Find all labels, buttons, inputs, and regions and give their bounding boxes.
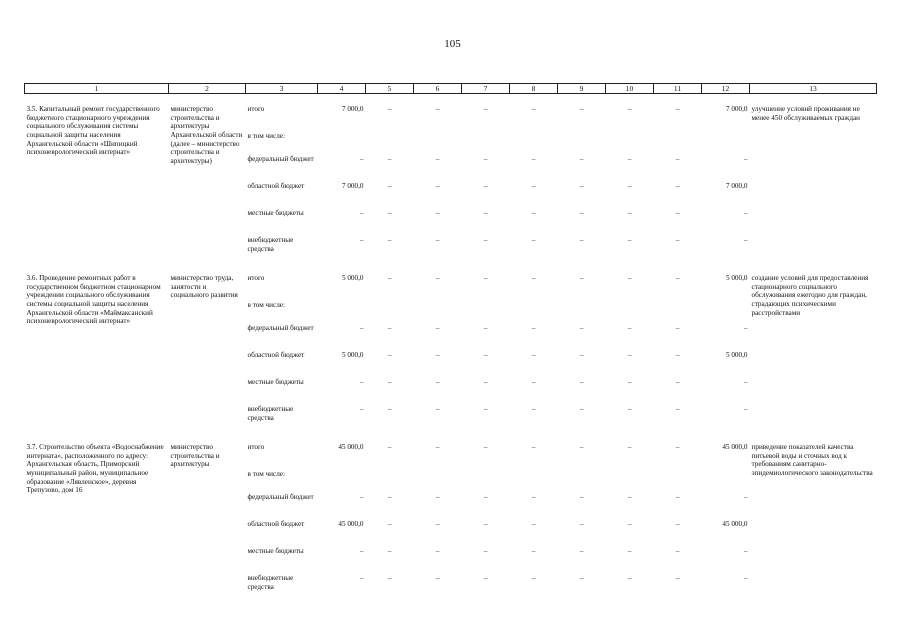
amount-cell: –	[743, 155, 748, 163]
amount-cell: –	[483, 236, 488, 244]
amount-cell: –	[675, 155, 680, 163]
funding-source-label: федеральный бюджет	[247, 493, 314, 501]
amount-cell: –	[483, 209, 488, 217]
amount-cell: –	[531, 274, 536, 282]
funding-source-label: федеральный бюджет	[247, 155, 314, 163]
amount-cell: –	[435, 105, 440, 113]
amount-cell: –	[531, 105, 536, 113]
amount-cell	[606, 470, 654, 493]
amount-cell: –	[435, 405, 440, 413]
amount-cell: –	[627, 236, 632, 244]
table-row	[25, 274, 877, 301]
amount-cell: –	[743, 405, 748, 413]
amount-cell: –	[359, 155, 364, 163]
amount-cell: –	[627, 105, 632, 113]
column-header: 6	[414, 84, 462, 94]
page-number: 105	[444, 38, 461, 50]
funding-source-label: федеральный бюджет	[247, 324, 314, 332]
funding-source-label: внебюджетные средства	[247, 405, 294, 422]
amount-cell: –	[435, 351, 440, 359]
amount-cell	[366, 301, 414, 324]
amount-cell: –	[579, 182, 584, 190]
amount-cell: –	[675, 209, 680, 217]
amount-cell: –	[675, 547, 680, 555]
amount-cell: –	[387, 493, 392, 501]
amount-cell: –	[387, 182, 392, 190]
table-row	[25, 443, 877, 470]
amount-cell: –	[387, 378, 392, 386]
amount-cell: –	[579, 378, 584, 386]
amount-cell: –	[579, 351, 584, 359]
amount-cell: –	[387, 274, 392, 282]
amount-cell: 5 000,0	[725, 351, 748, 359]
amount-cell	[366, 132, 414, 155]
row-spacer	[25, 263, 877, 274]
amount-cell	[702, 301, 750, 324]
amount-cell: –	[483, 443, 488, 451]
amount-cell: –	[435, 547, 440, 555]
amount-cell	[462, 132, 510, 155]
funding-source-label: областной бюджет	[247, 182, 305, 190]
amount-cell: –	[531, 574, 536, 582]
amount-cell	[414, 301, 462, 324]
amount-cell: –	[359, 493, 364, 501]
funding-source-label: областной бюджет	[247, 520, 305, 528]
column-header: 12	[702, 84, 750, 94]
amount-cell: –	[483, 574, 488, 582]
amount-cell	[414, 470, 462, 493]
amount-cell: –	[743, 209, 748, 217]
amount-cell: –	[531, 324, 536, 332]
column-header: 11	[654, 84, 702, 94]
funding-source-label: областной бюджет	[247, 351, 305, 359]
amount-cell: –	[579, 236, 584, 244]
amount-cell: 7 000,0	[341, 105, 364, 113]
amount-cell: –	[675, 182, 680, 190]
amount-cell: –	[675, 378, 680, 386]
amount-cell: –	[531, 155, 536, 163]
amount-cell: –	[483, 405, 488, 413]
amount-cell: –	[387, 351, 392, 359]
amount-cell: 5 000,0	[725, 274, 748, 282]
amount-cell	[654, 132, 702, 155]
amount-cell: –	[627, 493, 632, 501]
amount-cell: –	[579, 209, 584, 217]
amount-cell: –	[579, 443, 584, 451]
amount-cell: 45 000,0	[722, 520, 748, 528]
amount-cell: –	[675, 105, 680, 113]
amount-cell: –	[579, 155, 584, 163]
column-header: 4	[318, 84, 366, 94]
amount-cell	[558, 470, 606, 493]
amount-cell	[606, 301, 654, 324]
amount-cell	[558, 301, 606, 324]
amount-cell: –	[435, 274, 440, 282]
amount-cell: –	[627, 155, 632, 163]
amount-cell: –	[435, 493, 440, 501]
amount-cell	[654, 470, 702, 493]
amount-cell: –	[387, 209, 392, 217]
amount-cell: 7 000,0	[341, 182, 364, 190]
amount-cell: –	[435, 182, 440, 190]
amount-cell	[702, 470, 750, 493]
amount-cell: –	[627, 274, 632, 282]
amount-cell: –	[531, 182, 536, 190]
amount-cell: –	[359, 547, 364, 555]
funding-source-label: в том числе:	[247, 301, 285, 309]
amount-cell: –	[435, 574, 440, 582]
amount-cell: –	[675, 405, 680, 413]
column-header: 5	[366, 84, 414, 94]
funding-source-label: внебюджетные средства	[247, 574, 294, 591]
amount-cell: –	[627, 182, 632, 190]
amount-cell: –	[483, 520, 488, 528]
amount-cell	[510, 132, 558, 155]
amount-cell: –	[531, 405, 536, 413]
amount-cell: –	[579, 405, 584, 413]
amount-cell: –	[531, 547, 536, 555]
funding-source-label: в том числе:	[247, 470, 285, 478]
amount-cell: –	[483, 493, 488, 501]
expected-result: создание условий для предоставления стационарного социального обслуживания ежегодно для граждан, страдающих психическими расстройствами	[751, 274, 869, 317]
amount-cell: –	[627, 351, 632, 359]
amount-cell: –	[675, 493, 680, 501]
amount-cell: –	[579, 547, 584, 555]
amount-cell: –	[359, 209, 364, 217]
amount-cell: 45 000,0	[338, 520, 364, 528]
amount-cell: –	[359, 324, 364, 332]
amount-cell: –	[435, 209, 440, 217]
column-header: 9	[558, 84, 606, 94]
amount-cell: 7 000,0	[725, 182, 748, 190]
amount-cell: –	[387, 574, 392, 582]
amount-cell: –	[579, 324, 584, 332]
amount-cell: –	[531, 209, 536, 217]
amount-cell: 45 000,0	[722, 443, 748, 451]
amount-cell: –	[743, 547, 748, 555]
amount-cell: –	[483, 324, 488, 332]
amount-cell: –	[435, 520, 440, 528]
amount-cell: –	[531, 378, 536, 386]
amount-cell: –	[483, 547, 488, 555]
amount-cell: –	[483, 274, 488, 282]
amount-cell	[318, 132, 366, 155]
amount-cell: 7 000,0	[725, 105, 748, 113]
amount-cell: –	[675, 351, 680, 359]
executor: министерство строительства и архитектуры	[170, 443, 220, 469]
amount-cell: –	[531, 443, 536, 451]
amount-cell: –	[435, 236, 440, 244]
amount-cell: –	[627, 378, 632, 386]
amount-cell: –	[359, 236, 364, 244]
amount-cell: –	[743, 574, 748, 582]
measure-title: 3.5. Капитальный ремонт государственного бюджетного стационарного учреждения социального обслуживания системы социальной защиты населения Архангельской области «Шипицкий психоневрологический интернат»	[26, 105, 160, 157]
amount-cell	[558, 132, 606, 155]
amount-cell: –	[387, 324, 392, 332]
funding-source-label: внебюджетные средства	[247, 236, 294, 253]
amount-cell: –	[675, 236, 680, 244]
amount-cell	[606, 132, 654, 155]
amount-cell	[654, 301, 702, 324]
amount-cell: –	[387, 405, 392, 413]
column-header: 1	[25, 84, 169, 94]
amount-cell: –	[435, 324, 440, 332]
amount-cell: –	[531, 520, 536, 528]
measure-title: 3.6. Проведение ремонтных работ в государственном бюджетном стационарном учреждении социального обслуживания системы социальной защиты населения Архангельской области «Маймаксанский психоневрологический интернат»	[26, 274, 161, 326]
amount-cell: –	[483, 378, 488, 386]
amount-cell: –	[743, 324, 748, 332]
amount-cell: –	[675, 443, 680, 451]
row-spacer	[25, 94, 877, 106]
amount-cell	[318, 301, 366, 324]
amount-cell: –	[483, 155, 488, 163]
amount-cell: –	[387, 443, 392, 451]
column-header: 2	[169, 84, 246, 94]
amount-cell: –	[579, 520, 584, 528]
executor: министерство строительства и архитектуры Архангельской области (далее – министерство строительства и архитектуры)	[170, 105, 243, 165]
column-header: 10	[606, 84, 654, 94]
amount-cell	[462, 470, 510, 493]
amount-cell: –	[743, 378, 748, 386]
amount-cell: –	[675, 324, 680, 332]
funding-source-label: итого	[247, 274, 265, 282]
amount-cell: –	[743, 236, 748, 244]
amount-cell: –	[359, 378, 364, 386]
amount-cell: –	[627, 520, 632, 528]
funding-source-label: итого	[247, 105, 265, 113]
amount-cell	[414, 132, 462, 155]
amount-cell: –	[435, 443, 440, 451]
amount-cell: 45 000,0	[338, 443, 364, 451]
amount-cell: –	[387, 547, 392, 555]
amount-cell	[510, 301, 558, 324]
amount-cell: –	[627, 209, 632, 217]
amount-cell	[366, 470, 414, 493]
amount-cell: –	[435, 155, 440, 163]
amount-cell: –	[627, 324, 632, 332]
table-row	[25, 105, 877, 132]
amount-cell: –	[483, 351, 488, 359]
column-header: 13	[750, 84, 877, 94]
amount-cell: 5 000,0	[341, 351, 364, 359]
amount-cell: –	[531, 236, 536, 244]
amount-cell: 5 000,0	[341, 274, 364, 282]
amount-cell: –	[627, 547, 632, 555]
amount-cell: –	[675, 520, 680, 528]
amount-cell: –	[579, 493, 584, 501]
amount-cell: –	[387, 155, 392, 163]
amount-cell: –	[387, 105, 392, 113]
column-header-row	[25, 84, 877, 94]
expected-result: улучшение условий проживания не менее 450 обслуживаемых граждан	[751, 105, 861, 122]
funding-source-label: местные бюджеты	[247, 547, 304, 555]
amount-cell: –	[531, 493, 536, 501]
amount-cell	[462, 301, 510, 324]
amount-cell: –	[579, 274, 584, 282]
amount-cell: –	[387, 520, 392, 528]
amount-cell	[318, 470, 366, 493]
measure-title: 3.7. Строительство объекта «Водоснабжение интерната», расположенного по адресу: Архангельская область, Приморский муниципальный район, муниципальное образование «Лявленское», деревня Трепузово, дом 16	[26, 443, 164, 495]
funding-source-label: итого	[247, 443, 265, 451]
amount-cell: –	[579, 105, 584, 113]
column-header: 8	[510, 84, 558, 94]
amount-cell	[702, 132, 750, 155]
program-table	[24, 83, 877, 601]
amount-cell: –	[387, 236, 392, 244]
amount-cell: –	[531, 351, 536, 359]
amount-cell: –	[359, 405, 364, 413]
amount-cell: –	[743, 493, 748, 501]
amount-cell: –	[579, 574, 584, 582]
amount-cell: –	[675, 574, 680, 582]
amount-cell: –	[675, 274, 680, 282]
row-spacer	[25, 432, 877, 443]
amount-cell	[510, 470, 558, 493]
amount-cell: –	[483, 105, 488, 113]
funding-source-label: местные бюджеты	[247, 378, 304, 386]
amount-cell: –	[483, 182, 488, 190]
funding-source-label: местные бюджеты	[247, 209, 304, 217]
amount-cell: –	[435, 378, 440, 386]
funding-source-label: в том числе:	[247, 132, 285, 140]
amount-cell: –	[627, 405, 632, 413]
column-header: 3	[246, 84, 318, 94]
amount-cell: –	[359, 574, 364, 582]
amount-cell: –	[627, 574, 632, 582]
column-header: 7	[462, 84, 510, 94]
executor: министерство труда, занятости и социального развития	[170, 274, 238, 300]
amount-cell: –	[627, 443, 632, 451]
expected-result: приведение показателей качества питьевой воды и сточных вод к требованиям санитарно-эпидемиологического законодательства	[751, 443, 873, 477]
